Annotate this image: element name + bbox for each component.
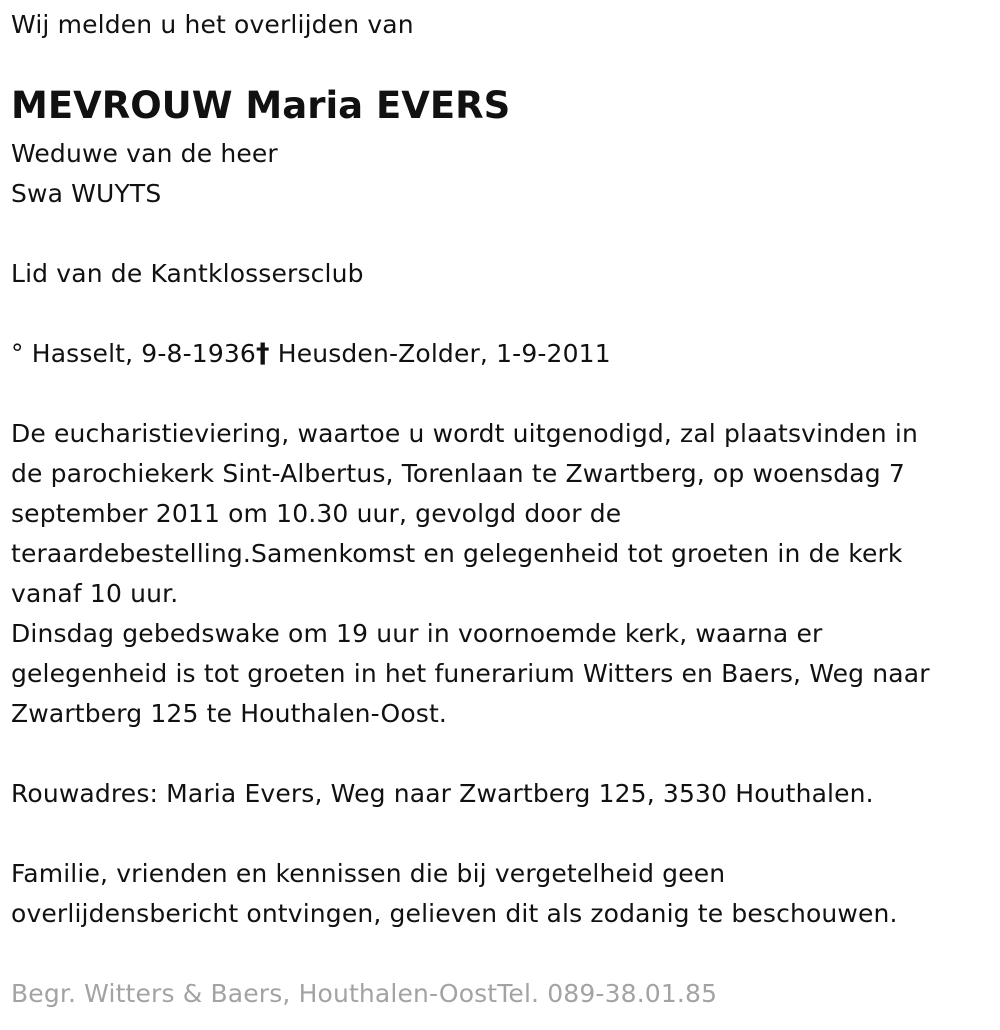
service-block: [11, 414, 930, 734]
widow-line-1: Weduwe van de heer: [11, 139, 278, 168]
service-line: teraardebestelling.Samenkomst en gelegenheid tot groeten in de kerk: [11, 539, 903, 568]
deceased-name: MEVROUW Maria EVERS: [11, 84, 511, 127]
service-line: Zwartberg 125 te Houthalen-Oost.: [11, 699, 448, 728]
service-line: de parochiekerk Sint-Albertus, Torenlaan te Zwartberg, op woensdag 7: [11, 459, 905, 488]
membership-text: Lid van de Kantklossersclub: [11, 259, 364, 288]
service-line: gelegenheid is tot groeten in het funerarium Witters en Baers, Weg naar: [11, 659, 930, 688]
widow-line-2: Swa WUYTS: [11, 179, 162, 208]
dates-block: [11, 334, 611, 374]
funeral-home-footer: Begr. Witters & Baers, Houthalen-OostTel. 089-38.01.85: [11, 979, 718, 1008]
service-line: vanaf 10 uur.: [11, 579, 179, 608]
birth-symbol: °: [11, 339, 24, 368]
membership-block: [11, 254, 364, 294]
death-cross-icon: †: [255, 338, 270, 369]
dates-line: [11, 334, 611, 374]
intro-text: Wij melden u het overlijden van: [11, 10, 414, 39]
footer-block: [11, 974, 717, 1014]
birth-info: Hasselt, 9-8-1936: [31, 339, 256, 368]
death-info: Heusden-Zolder, 1-9-2011: [277, 339, 611, 368]
mourning-address-block: [11, 774, 874, 814]
family-note-line: Familie, vrienden en kennissen die bij vergetelheid geen: [11, 859, 726, 888]
family-note-block: [11, 854, 898, 934]
widow-block: [11, 134, 278, 214]
mourning-address: Rouwadres: Maria Evers, Weg naar Zwartberg 125, 3530 Houthalen.: [11, 779, 874, 808]
service-line: Dinsdag gebedswake om 19 uur in voornoemde kerk, waarna er: [11, 619, 823, 648]
service-line: De eucharistieviering, waartoe u wordt uitgenodigd, zal plaatsvinden in: [11, 419, 918, 448]
service-line: september 2011 om 10.30 uur, gevolgd door de: [11, 499, 622, 528]
family-note-line: overlijdensbericht ontvingen, gelieven dit als zodanig te beschouwen.: [11, 899, 898, 928]
